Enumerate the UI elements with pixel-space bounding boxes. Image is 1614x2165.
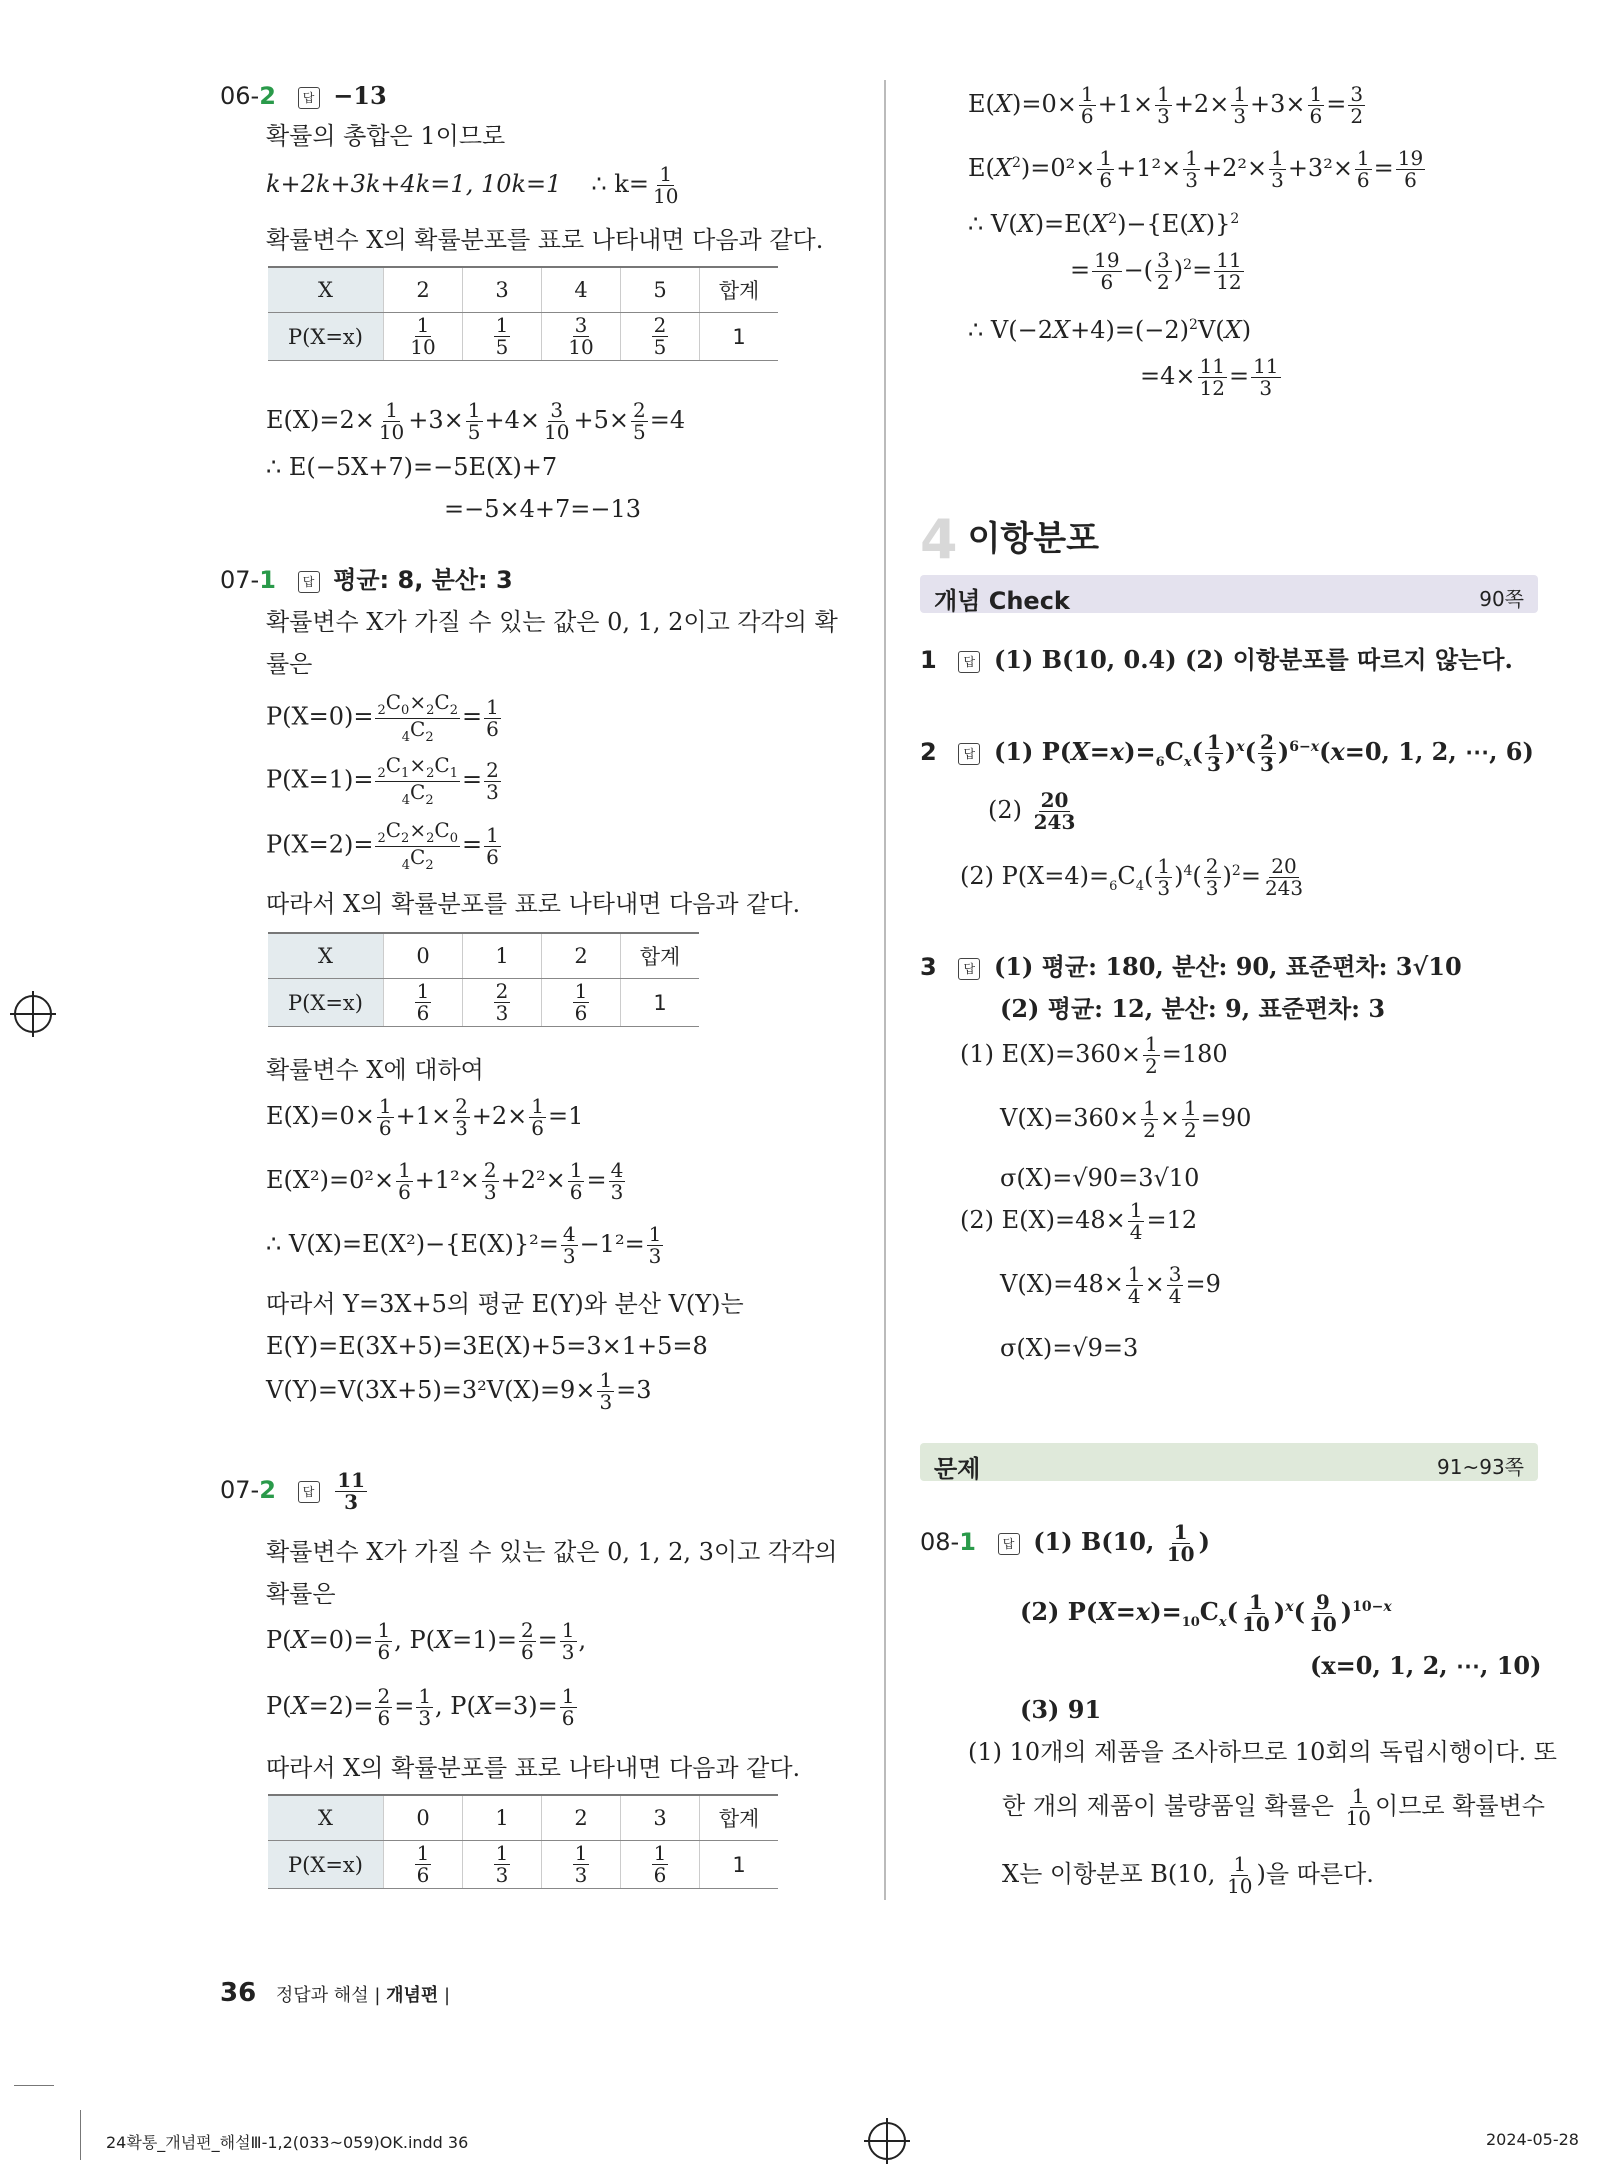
- problem-bar: 문제 91~93쪽: [920, 1443, 1538, 1481]
- text-line: 확률변수 X가 가질 수 있는 값은 0, 1, 2이고 각각의 확: [266, 608, 838, 636]
- answer-value: $\frac{11}{3}$: [337, 1468, 366, 1514]
- answer-icon: 답: [958, 743, 980, 765]
- equation: ∴ $V(-2X+4)=(-2)^2V(X)$: [968, 316, 1252, 344]
- question-3: 3 답 (1) 평균: 180, 분산: 90, 표준편차: 3√10: [920, 952, 1462, 981]
- equation: ∴ $V(X)=E(X^2)-\{E(X)\}^2$: [968, 210, 1240, 238]
- equation: σ(X)=√9=3: [1000, 1334, 1139, 1362]
- text-line: 따라서 X의 확률분포를 표로 나타내면 다음과 같다.: [266, 1754, 801, 1782]
- answer-2-2: (2) $\frac{20}{243}$: [988, 788, 1076, 834]
- equation: $E(X^2)=0^2\times$ $\frac{1}{6}$ +1²× $\frac{1}{3}$ +2²× $\frac{1}{3}$ +3²× $\frac{1}{6}$ = $\frac{19}{6}$: [968, 146, 1424, 192]
- distribution-table-07-2: X 0 1 2 3 합계 P(X=x) $\frac{1}{6}$ $\frac{1}{3}$ $\frac{1}{3}$ $\frac{1}{6}$ 1: [268, 1794, 778, 1889]
- distribution-table-07-1: X 0 1 2 합계 P(X=x) $\frac{1}{6}$ $\frac{2}{3}$ $\frac{1}{6}$ 1: [268, 932, 699, 1027]
- answer-8-1-3: (3) 91: [1020, 1695, 1102, 1724]
- answer-8-1-2: (2) $P(X=x)=_{10}C_x$( $\frac{1}{10}$ )$^x$( $\frac{9}{10}$ )$^{10-x}$: [1020, 1590, 1392, 1636]
- crop-mark: [80, 2110, 81, 2160]
- text-line: 확률은: [266, 1580, 336, 1608]
- equation: (1) E(X)=360× $\frac{1}{2}$ =180: [960, 1032, 1228, 1078]
- answer-icon: 답: [298, 1481, 320, 1503]
- answer-icon: 답: [298, 87, 320, 109]
- answer-icon: 답: [958, 651, 980, 673]
- equation: E(Y)=E(3X+5)=3E(X)+5=3×1+5=8: [266, 1332, 708, 1360]
- answer-range: (x=0, 1, 2, ⋯, 10): [1310, 1651, 1542, 1680]
- answer-value: 평균: 8, 분산: 3: [333, 566, 513, 594]
- equation: V(Y)=V(3X+5)=3²V(X)=9× $\frac{1}{3}$ =3: [266, 1368, 652, 1414]
- text-line: (1) 10개의 제품을 조사하므로 10회의 독립시행이다. 또: [968, 1738, 1557, 1766]
- page-footer: 36 정답과 해설 | 개념편 |: [220, 1978, 451, 2008]
- text-line: 확률의 총합은 1이므로: [266, 122, 506, 150]
- equation: σ(X)=√90=3√10: [1000, 1164, 1200, 1192]
- equation: ∴ E(−5X+7)=−5E(X)+7: [266, 453, 558, 481]
- footer-title: 정답과 해설: [275, 1985, 369, 2006]
- equation: =4× $\frac{11}{12}$ = $\frac{11}{3}$: [1140, 354, 1279, 400]
- equation: P(X=2)= $\frac{_2C_2\times_2C_0}{_4C_2}$ = $\frac{1}{6}$: [266, 818, 499, 873]
- answer-icon: 답: [298, 571, 320, 593]
- print-date: 2024-05-28: [1486, 2130, 1579, 2149]
- problem-08-1-header: 08-1 답 (1) B(10, $\frac{1}{10}$ ): [920, 1520, 1210, 1566]
- text-line: 확률변수 X에 대하여: [266, 1056, 484, 1084]
- text-line: 따라서 X의 확률분포를 표로 나타내면 다음과 같다.: [266, 890, 801, 918]
- footer-section: 개념편: [386, 1985, 439, 2006]
- text-line: 따라서 Y=3X+5의 평균 E(Y)와 분산 V(Y)는: [266, 1290, 744, 1318]
- answer-3-2: (2) 평균: 12, 분산: 9, 표준편차: 3: [1000, 994, 1386, 1023]
- equation: E(X²)=0²× $\frac{1}{6}$ +1²× $\frac{2}{3}$ +2²× $\frac{1}{6}$ = $\frac{4}{3}$: [266, 1158, 624, 1204]
- equation: E(X)=0× $\frac{1}{6}$ +1× $\frac{1}{3}$ +2× $\frac{1}{3}$ +3× $\frac{1}{6}$ = $\frac{3}{2}$: [968, 82, 1364, 128]
- equation: (2) $P(X=4)=_6C_4$( $\frac{1}{3}$ )$^4$( $\frac{2}{3}$ )$^2$= $\frac{20}{243}$: [960, 854, 1304, 900]
- text-line: 률은: [266, 650, 313, 678]
- problem-07-1-header: 07-1 답 평균: 8, 분산: 3: [220, 566, 513, 594]
- crop-mark: [14, 2085, 54, 2086]
- equation: =−5×4+7=−13: [444, 495, 642, 523]
- equation: (2) E(X)=48× $\frac{1}{4}$ =12: [960, 1198, 1198, 1244]
- equation: P(X=0)= $\frac{_2C_0\times_2C_2}{_4C_2}$ = $\frac{1}{6}$: [266, 690, 499, 745]
- file-info: 24확통_개념편_해설Ⅲ-1,2(033~059)OK.indd 36: [106, 2133, 469, 2152]
- equation: V(X)=360× $\frac{1}{2}$ × $\frac{1}{2}$ =90: [1000, 1096, 1252, 1142]
- page-number: 36: [220, 1978, 257, 2008]
- equation: V(X)=48× $\frac{1}{4}$ × $\frac{3}{4}$ =9: [1000, 1262, 1221, 1308]
- equation: k+2k+3k+4k=1, 10k=1 ∴ k= $\frac{1}{10}$: [266, 162, 679, 208]
- equation: E(X)=2× $\frac{1}{10}$ +3× $\frac{1}{5}$ +4× $\frac{3}{10}$ +5× $\frac{2}{5}$ =4: [266, 398, 686, 444]
- text-line: 한 개의 제품이 불량품일 확률은 $\frac{1}{10}$ 이므로 확률변수: [1002, 1784, 1545, 1830]
- text-line: X는 이항분포 B(10, $\frac{1}{10}$ )을 따른다.: [1002, 1852, 1374, 1898]
- registration-mark-left: [14, 995, 52, 1033]
- problem-07-2-header: 07-2 답 $\frac{11}{3}$: [220, 1468, 366, 1514]
- equation: E(X)=0× $\frac{1}{6}$ +1× $\frac{2}{3}$ +2× $\frac{1}{6}$ =1: [266, 1094, 584, 1140]
- answer-icon: 답: [998, 1533, 1020, 1555]
- answer-value: −13: [333, 81, 387, 110]
- concept-check-bar: 개념 Check 90쪽: [920, 575, 1538, 613]
- equation: P(X=1)= $\frac{_2C_1\times_2C_1}{_4C_2}$ = $\frac{2}{3}$: [266, 753, 499, 808]
- problem-06-2-header: 06-2 답 −13: [220, 81, 387, 110]
- text-line: 확률변수 X가 가질 수 있는 값은 0, 1, 2, 3이고 각각의: [266, 1538, 838, 1566]
- text-line: 확률변수 X의 확률분포를 표로 나타내면 다음과 같다.: [266, 226, 824, 254]
- column-divider: [884, 80, 886, 1900]
- question-1: 1 답 (1) B(10, 0.4) (2) 이항분포를 따르지 않는다.: [920, 645, 1513, 674]
- question-2: 2 답 (1) $P(X=x)=_6C_x$( $\frac{1}{3}$ )$^x$( $\frac{2}{3}$ )$^{6-x}$(x=0, 1, 2, ⋯, 6): [920, 730, 1534, 776]
- distribution-table-06-2: X 2 3 4 5 합계 P(X=x) $\frac{1}{10}$ $\frac{1}{5}$ $\frac{3}{10}$ $\frac{2}{5}$ 1: [268, 266, 778, 361]
- answer-icon: 답: [958, 958, 980, 980]
- equation: P(X=0)= $\frac{1}{6}$ , P(X=1)= $\frac{2}{6}$ = $\frac{1}{3}$ ,: [266, 1618, 587, 1664]
- equation: ∴ V(X)=E(X²)−{E(X)}²= $\frac{4}{3}$ −1²= $\frac{1}{3}$: [266, 1222, 662, 1268]
- registration-mark-bottom: [868, 2122, 906, 2160]
- equation: = $\frac{19}{6}$ −( $\frac{3}{2}$ )$^2$= $\frac{11}{12}$: [1070, 248, 1242, 294]
- section-heading: 4 이항분포: [920, 508, 1099, 571]
- equation: P(X=2)= $\frac{2}{6}$ = $\frac{1}{3}$ , P(X=3)= $\frac{1}{6}$: [266, 1684, 575, 1730]
